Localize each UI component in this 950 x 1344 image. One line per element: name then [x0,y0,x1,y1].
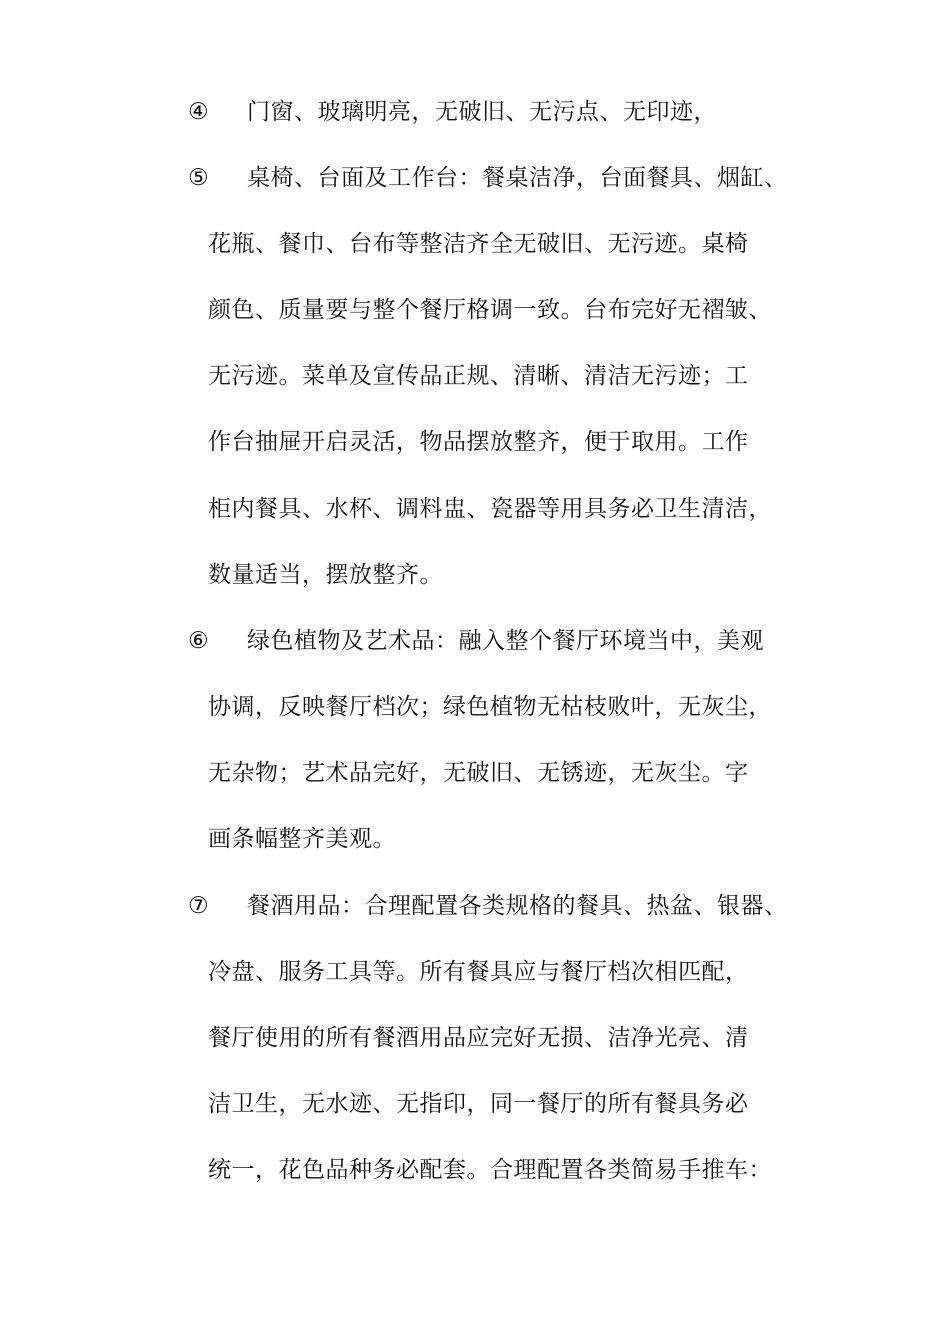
item-text-line: 花瓶、餐巾、台布等整洁齐全无破旧、无污迹。桌椅 [208,231,749,257]
item-number: ⑤ [188,165,210,191]
item-text-line: 绿色植物及艺术品：融入整个餐厅环境当中，美观 [247,628,764,654]
item-text-line: 柜内餐具、水杯、调料盅、瓷器等用具务必卫生清洁， [208,496,772,522]
item-text-line: 画条幅整齐美观。 [208,826,396,852]
item-text-line: 洁卫生，无水迹、无指印，同一餐厅的所有餐具务必 [208,1091,749,1117]
item-text-line: 无杂物；艺术品完好，无破旧、无锈迹，无灰尘。字 [208,760,749,786]
item-text-line: 冷盘、服务工具等。所有餐具应与餐厅档次相匹配， [208,959,749,985]
item-text-line: 门窗、玻璃明亮，无破旧、无污点、无印迹， [247,99,717,125]
item-text-line: 颜色、质量要与整个餐厅格调一致。台布完好无褶皱、 [208,297,772,323]
item-number: ⑥ [188,628,210,654]
item-text-line: 桌椅、台面及工作台：餐桌洁净，台面餐具、烟缸、 [247,165,788,191]
item-text-line: 餐酒用品：合理配置各类规格的餐具、热盆、银器、 [247,893,788,919]
item-text-line: 餐厅使用的所有餐酒用品应完好无损、洁净光亮、清 [208,1025,749,1051]
item-text-line: 协调，反映餐厅档次；绿色植物无枯枝败叶，无灰尘， [208,694,772,720]
item-text-line: 统一，花色品种务必配套。合理配置各类简易手推车： [208,1157,772,1183]
item-text-line: 作台抽屉开启灵活，物品摆放整齐，便于取用。工作 [208,429,749,455]
item-text-line: 无污迹。菜单及宣传品正规、清晰、清洁无污迹；工 [208,363,749,389]
item-number: ⑦ [188,893,210,919]
item-number: ④ [188,99,210,125]
item-text-line: 数量适当，摆放整齐。 [208,562,443,588]
